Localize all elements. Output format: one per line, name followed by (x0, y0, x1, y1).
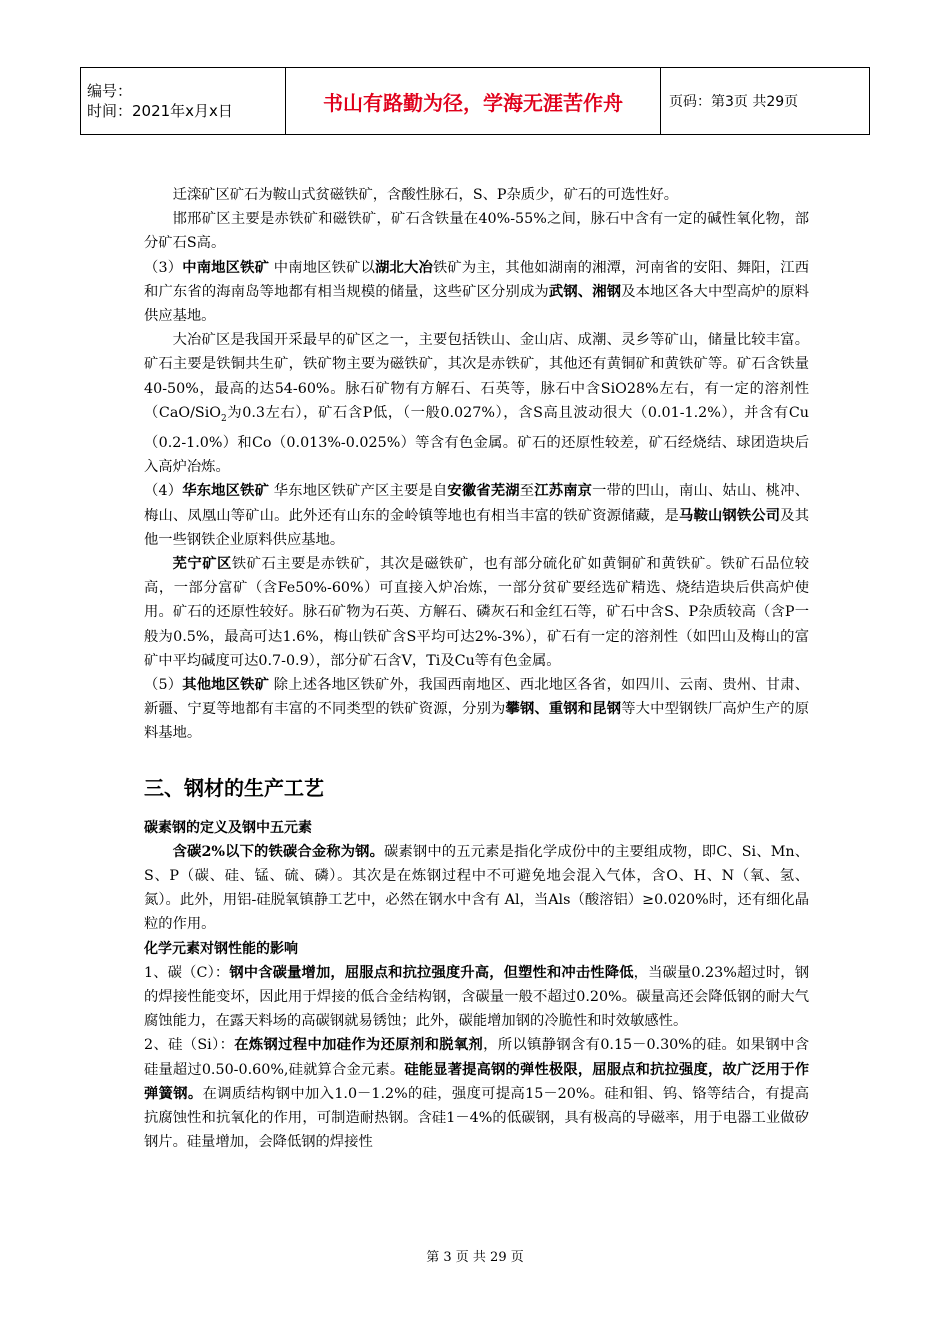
paragraph: 含碳2%以下的铁碳合金称为钢。碳素钢中的五元素是指化学成份中的主要组成物，即C、Si、Mn、S、P（碳、硅、锰、硫、磷）。其次是在炼钢过程中不可避免地会混入气体，含O、H、N（氧、氢、氮）。此外，用铝-硅脱氧镇静工艺中，必然在钢水中含有 Al，当Als（酸溶铝）≥0.020%时，还有细化晶粒的作用。 (144, 843, 809, 933)
paragraph: 芜宁矿区铁矿石主要是赤铁矿，其次是磁铁矿，也有部分硫化矿如黄铜矿和黄铁矿。铁矿石品位较高，一部分富矿（含Fe50%-60%）可直接入炉冶炼，一部分贫矿要经选矿精选、烧结造块后供高炉使用。矿石的还原性较好。脉石矿物为石英、方解石、磷灰石和金红石等，矿石中含S、P杂质较高（含P一般为0.5%，最高可达1.6%，梅山铁矿含S平均可达2%-3%），矿石有一定的溶剂性（如凹山及梅山的富矿中平均碱度可达0.7-0.9），部分矿石含V，Ti及Cu等有色金属。 (144, 555, 809, 669)
page-footer: 第 3 页 共 29 页 (426, 1250, 524, 1265)
paragraph: （5）其他地区铁矿 除上述各地区铁矿外，我国西南地区、西北地区各省，如四川、云南、贵州、甘肃、新疆、宁夏等地都有丰富的不同类型的铁矿资源，分别为攀钢、重钢和昆钢等大中型钢铁厂高炉生产的原料基地。 (144, 676, 810, 742)
document-body (144, 183, 809, 1154)
header-page-number: 页码：第3页 共29页 (661, 68, 870, 135)
page-header (80, 67, 870, 135)
section-heading: 三、钢材的生产工艺 (144, 775, 324, 800)
header-meta (81, 68, 286, 135)
paragraph: （3）中南地区铁矿 中南地区铁矿以湖北大冶铁矿为主，其他如湖南的湘潭，河南省的安阳、舞阳，江西和广东省的海南岛等地都有相当规模的储量，这些矿区分别成为武钢、湘钢及本地区各大中型高炉的原料供应基地。 (144, 259, 810, 325)
paragraph: 1、碳（C）：钢中含碳量增加，屈服点和抗拉强度升高，但塑性和冲击性降低，当碳量0.23%超过时，钢的焊接性能变坏，因此用于焊接的低合金结构钢，含碳量一般不超过0.20%。碳量高还会降低钢的耐大气腐蚀能力，在露天料场的高碳钢就易锈蚀；此外，碳能增加钢的冷脆性和时效敏感性。 (144, 964, 810, 1030)
subsection-heading: 化学元素对钢性能的影响 (144, 940, 298, 957)
subsection-heading: 碳素钢的定义及钢中五元素 (144, 819, 312, 836)
header-motto: 书山有路勤为径，学海无涯苦作舟 (286, 68, 661, 135)
paragraph: 2、硅（Si）：在炼钢过程中加硅作为还原剂和脱氧剂，所以镇静钢含有0.15－0.30%的硅。如果钢中含硅量超过0.50-0.60%,硅就算合金元素。硅能显著提高钢的弹性极限，屈服点和抗拉强度，故广泛用于作弹簧钢。在调质结构钢中加入1.0－1.2%的硅，强度可提高15－20%。硅和钼、钨、铬等结合，有提高抗腐蚀性和抗氧化的作用，可制造耐热钢。含硅1－4%的低碳钢，具有极高的导磁率，用于电器工业做矽钢片。硅量增加，会降低钢的焊接性 (144, 1037, 810, 1151)
paragraph: 邯邢矿区主要是赤铁矿和磁铁矿，矿石含铁量在40%-55%之间，脉石中含有一定的碱性氧化物，部分矿石S高。 (144, 211, 809, 252)
date-label: 时间：2021年x月x日 (87, 102, 233, 120)
paragraph: （4）华东地区铁矿 华东地区铁矿产区主要是自安徽省芜湖至江苏南京一带的凹山，南山、姑山、桃冲、梅山、凤凰山等矿山。此外还有山东的金岭镇等地也有相当丰富的铁矿资源储藏，是马鞍山钢铁公司及其他一些钢铁企业原料供应基地。 (144, 483, 810, 548)
code-label: 编号： (87, 82, 133, 100)
paragraph: 迁滦矿区矿石为鞍山式贫磁铁矿，含酸性脉石，S、P杂质少，矿石的可选性好。 (172, 187, 679, 203)
paragraph: 大冶矿区是我国开采最早的矿区之一，主要包括铁山、金山店、成潮、灵乡等矿山，储量比较丰富。矿石主要是铁铜共生矿，铁矿物主要为磁铁矿，其次是赤铁矿，其他还有黄铜矿和黄铁矿等。矿石含铁量40-50%，最高的达54-60%。脉石矿物有方解石、石英等，脉石中含SiO28%左右，有一定的溶剂性（CaO/SiO$_2$为0.3左右），矿石含P低，（一般0.027%），含S高且波动很大（0.01-1.2%），并含有Cu（0.2-1.0%）和Co（0.013%-0.025%）等含有色金属。矿石的还原性较差，矿石经烧结、球团造块后入高炉冶炼。 (144, 332, 809, 476)
